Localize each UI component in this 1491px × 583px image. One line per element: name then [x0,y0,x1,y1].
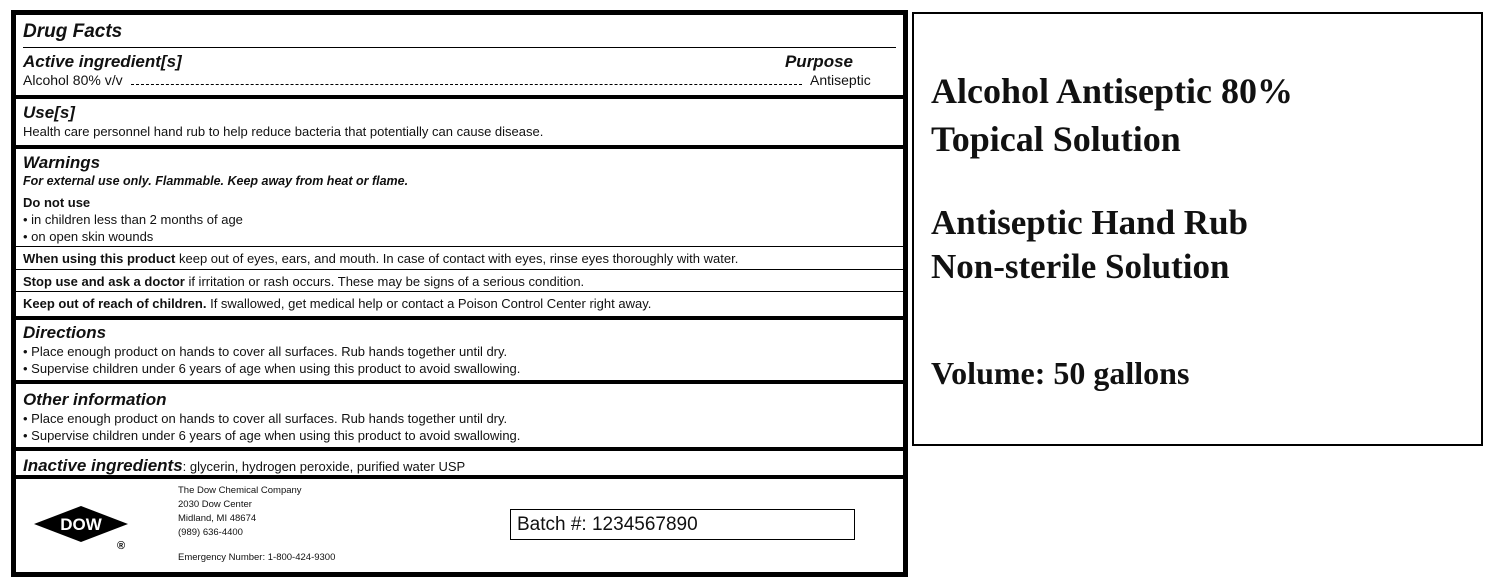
divider [16,246,903,247]
stop-use-section [16,273,903,290]
address-line: (989) 636-4400 [178,527,243,538]
warnings-external-use: For external use only. Flammable. Keep away from heat or flame. [23,174,409,188]
leader-dots [131,83,802,85]
product-title-line2: Topical Solution [931,119,1181,159]
other-information-heading: Other information [23,390,167,409]
stop-use-text: if irritation or rash occurs. These may be signs of a serious condition. [184,274,585,289]
registered-mark: ® [116,540,126,550]
uses-text: Health care personnel hand rub to help reduce bacteria that potentially can cause disease. [23,124,544,139]
directions-heading: Directions [23,323,107,342]
address-line: 2030 Dow Center [178,499,252,510]
do-not-use-item: • in children less than 2 months of age [23,212,243,227]
active-ingredient-section [16,52,903,89]
do-not-use-heading: Do not use [23,195,91,210]
product-volume: Volume: 50 gallons [931,355,1190,391]
inactive-ingredients-heading: Inactive ingredients [23,456,183,475]
address-line: The Dow Chemical Company [178,485,302,496]
divider [16,269,903,270]
keep-out-label: Keep out of reach of children. [23,296,207,311]
directions-item: • Supervise children under 6 years of age when using this product to avoid swallowing. [23,361,521,376]
product-subtitle-line1: Antiseptic Hand Rub [931,203,1249,242]
emergency-number: Emergency Number: 1-800-424-9300 [178,552,336,563]
keep-out-section [16,295,903,312]
divider [16,316,903,320]
divider [16,380,903,384]
active-ingredient-value: Alcohol 80% v/v [23,72,123,88]
dow-logo [34,506,128,550]
directions-section [16,323,903,377]
other-information-item: • Place enough product on hands to cover all surfaces. Rub hands together until dry. [23,411,508,426]
dow-logo-text: DOW [60,515,102,534]
when-using-label: When using this product [23,251,176,266]
other-information-section [16,390,903,444]
uses-section [16,103,903,140]
product-label-panel [912,12,1483,446]
address-line: Midland, MI 48674 [178,513,257,524]
batch-number-box: Batch #: 1234567890 [510,509,855,540]
divider [16,291,903,292]
company-address [178,484,302,540]
inactive-ingredients-text: : glycerin, hydrogen peroxide, purified water USP [182,459,466,474]
when-using-text: keep out of eyes, ears, and mouth. In case of contact with eyes, rinse eyes thoroughly with water. [175,251,739,266]
when-using-section [16,250,903,267]
divider [23,47,896,48]
uses-heading: Use[s] [23,103,75,122]
divider [16,447,903,451]
drug-facts-panel [11,10,908,577]
purpose-value: Antiseptic [810,72,871,88]
drug-facts-title: Drug Facts [23,21,123,42]
warnings-heading: Warnings [23,153,101,172]
stop-use-label: Stop use and ask a doctor [23,274,185,289]
directions-item: • Place enough product on hands to cover all surfaces. Rub hands together until dry. [23,344,508,359]
company-footer [16,479,903,572]
inactive-ingredients-section [16,456,903,476]
product-subtitle-line2: Non-sterile Solution [931,247,1230,286]
purpose-heading: Purpose [784,52,853,71]
divider [16,145,903,149]
other-information-item: • Supervise children under 6 years of age when using this product to avoid swallowing. [23,428,521,443]
drug-facts-title-section [16,21,903,43]
divider [16,95,903,99]
keep-out-text: If swallowed, get medical help or contact a Poison Control Center right away. [206,296,652,311]
active-ingredient-heading: Active ingredient[s] [23,52,182,71]
do-not-use-item: • on open skin wounds [23,229,154,244]
product-title-line1: Alcohol Antiseptic 80% [931,71,1294,111]
warnings-section [16,153,903,245]
